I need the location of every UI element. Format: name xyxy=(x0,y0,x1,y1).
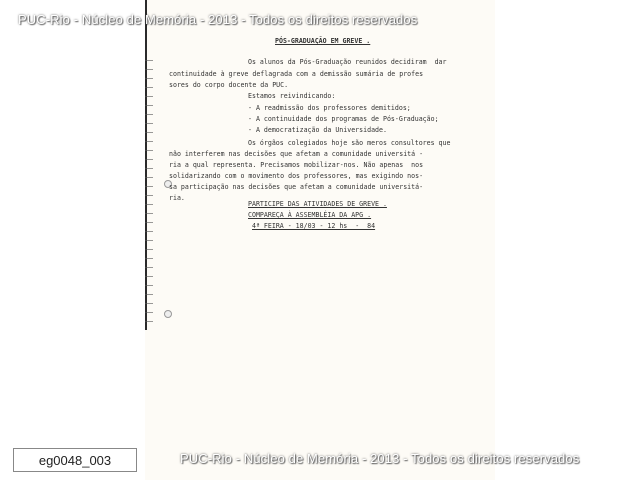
footer-line: 4ª FEIRA - 18/03 - 12 hs - 84 xyxy=(252,222,376,230)
margin-ruler xyxy=(145,60,153,330)
watermark-top: PUC-Rio - Núcleo de Memória - 2013 - Todos os direitos reservados xyxy=(18,12,418,27)
doc-text-line: Os alunos da Pós-Graduação reunidos decidiram dar xyxy=(248,58,447,66)
doc-text-line: ria. xyxy=(169,194,185,202)
doc-text-line: Estamos reivindicando: xyxy=(248,92,336,100)
doc-text-line: sa participação nas decisões que afetam a comunidade universitá- xyxy=(169,183,424,191)
footer-line: PARTICIPE DAS ATIVIDADES DE GREVE . xyxy=(248,200,387,208)
watermark-bottom: PUC-Rio - Núcleo de Memória - 2013 - Todos os direitos reservados xyxy=(180,451,580,466)
footer-line: COMPAREÇA À ASSEMBLÉIA DA APG . xyxy=(248,211,372,219)
punch-hole xyxy=(164,310,172,318)
doc-text-line: sores do corpo docente da PUC. xyxy=(169,81,289,89)
doc-text-line: continuidade à greve deflagrada com a demissão sumária de profes xyxy=(169,70,424,78)
doc-text-line: não interferem nas decisões que afetam a comunidade universitá - xyxy=(169,150,424,158)
doc-title: PÓS-GRADUAÇÃO EM GREVE . xyxy=(275,37,371,45)
demand-item: - A democratização da Universidade. xyxy=(248,126,387,134)
demand-item: - A continuidade dos programas de Pós-Graduação; xyxy=(248,115,439,123)
doc-text-line: ria a qual representa. Precisamos mobilizar-nos. Não apenas nos xyxy=(169,161,424,169)
doc-text-line: solidarizando com o movimento dos professores, mas exigindo nos- xyxy=(169,172,424,180)
document-id-label: eg0048_003 xyxy=(13,448,137,472)
doc-text-line: Os órgãos colegiados hoje são meros consultores que xyxy=(248,139,451,147)
demand-item: - A readmissão dos professores demitidos; xyxy=(248,104,411,112)
